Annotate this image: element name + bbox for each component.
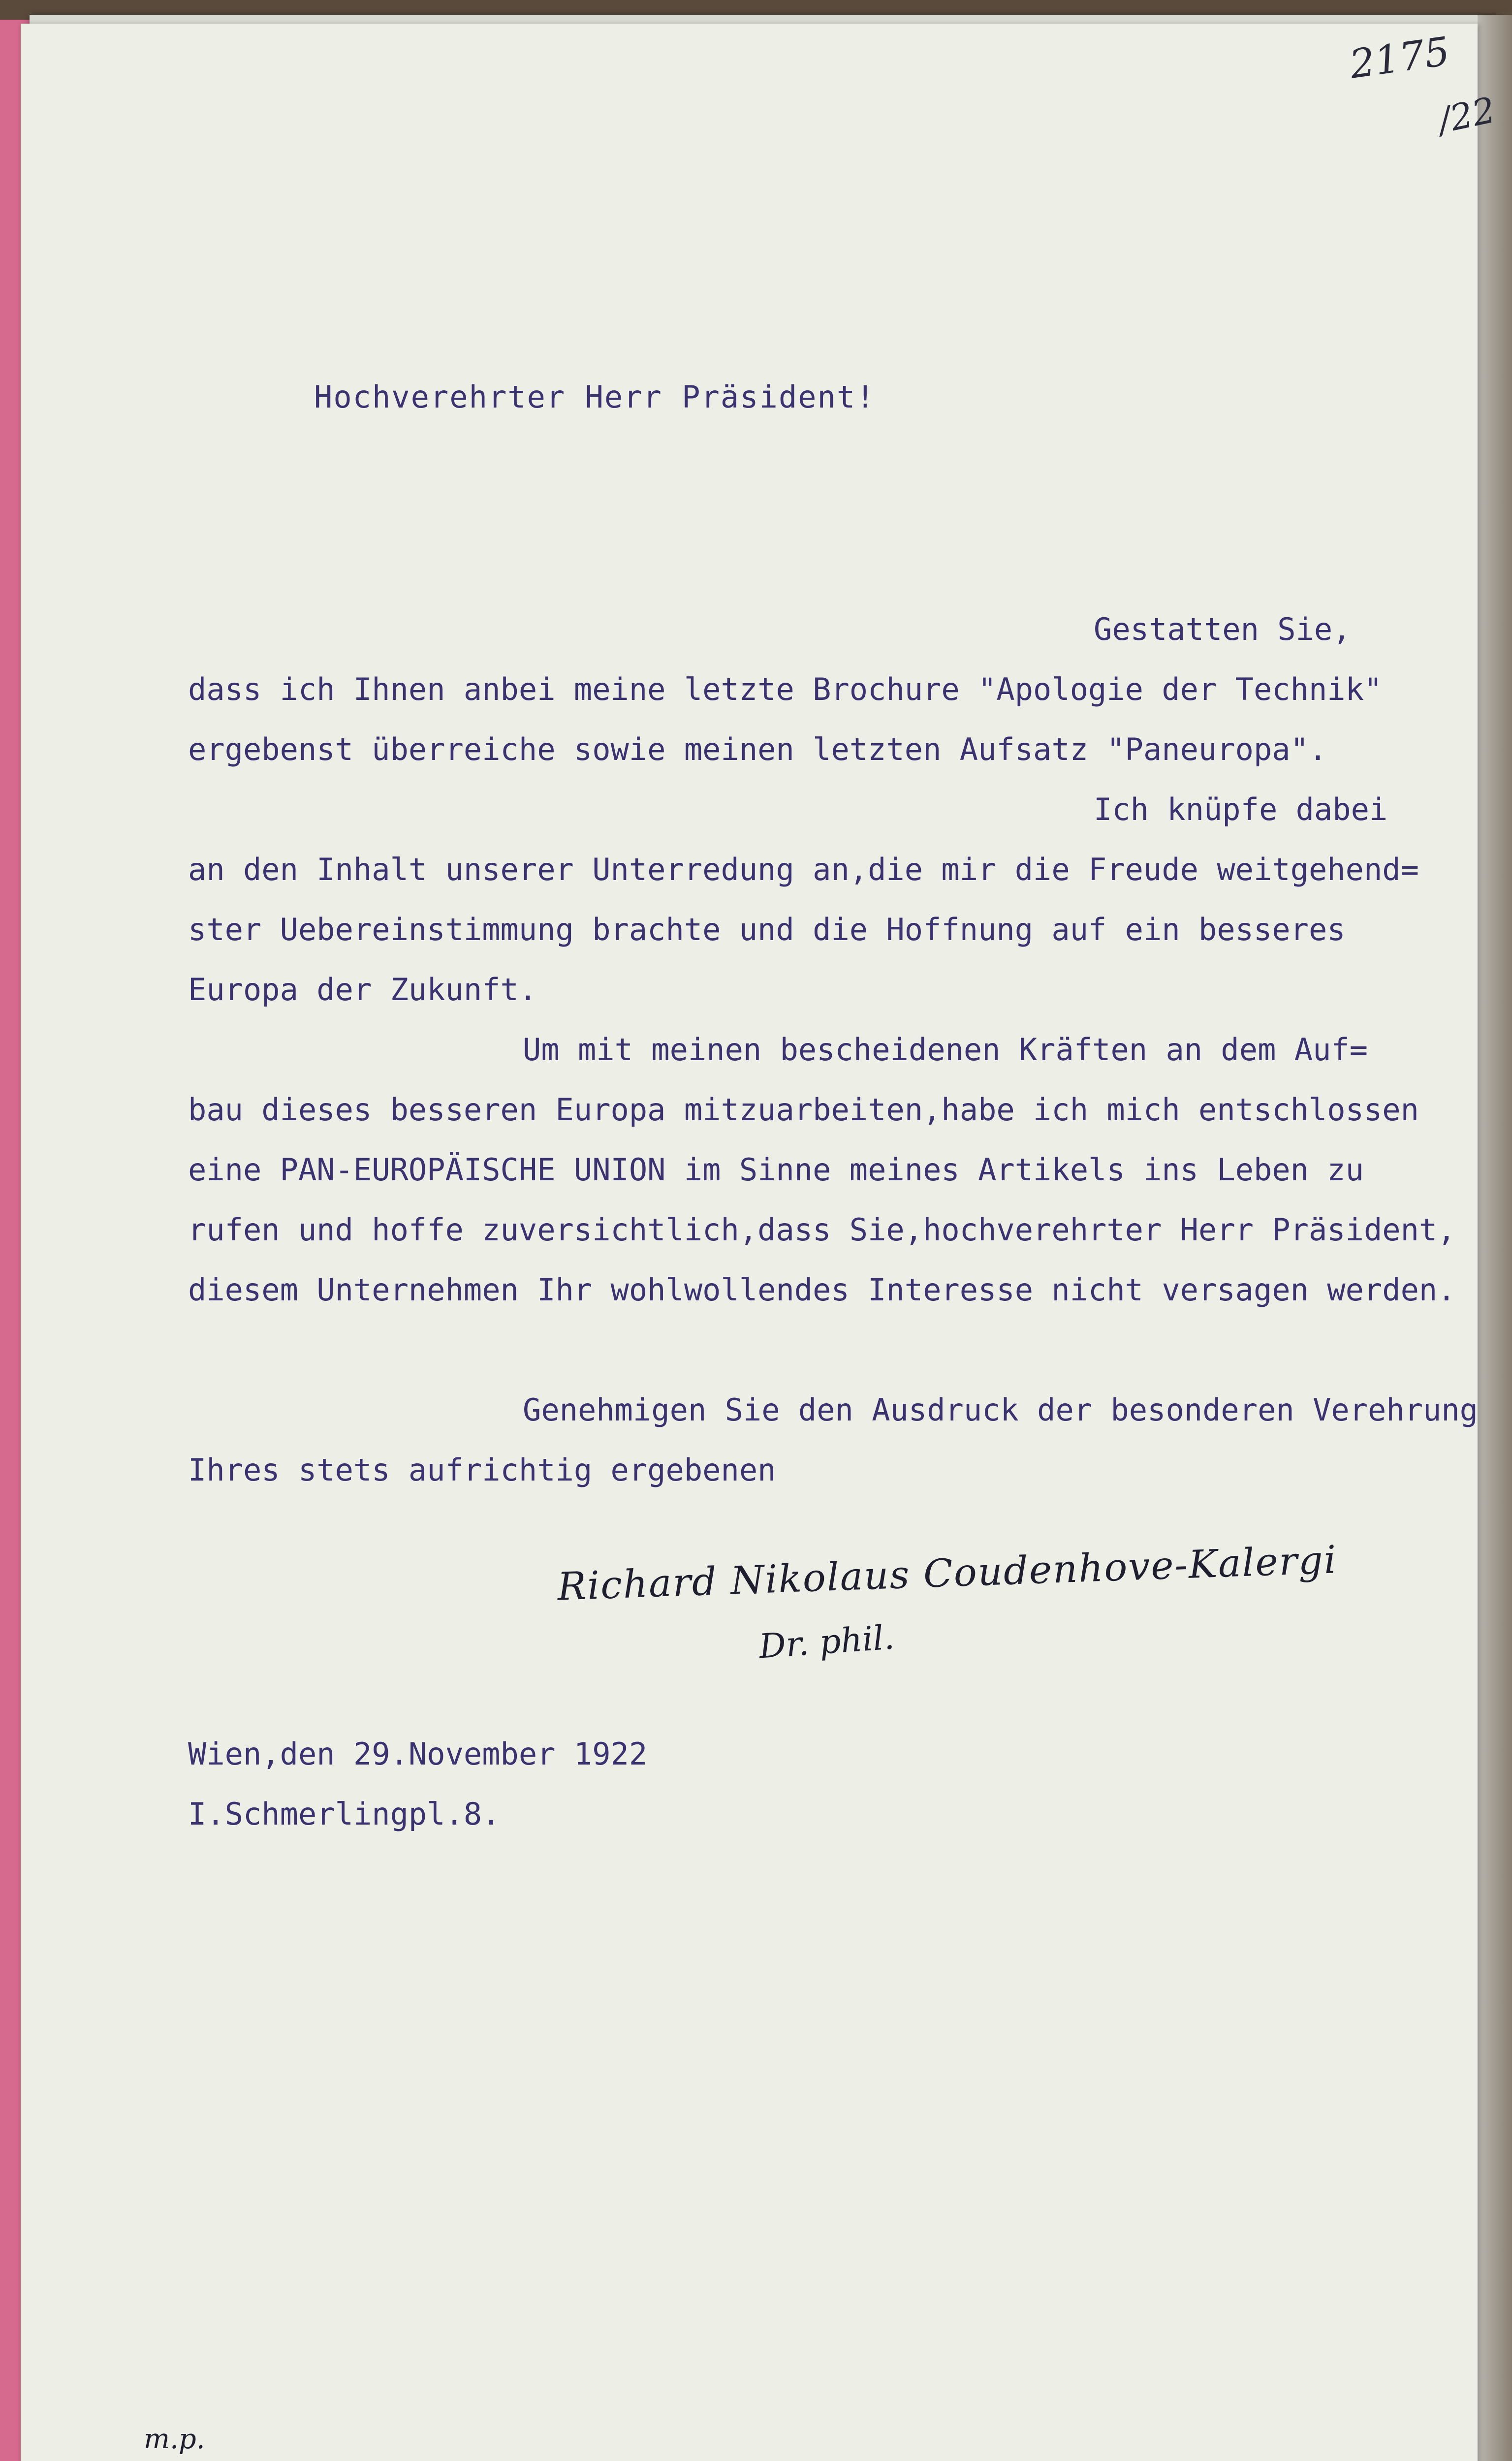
body-line: rufen und hoffe zuversichtlich,dass Sie,hochverehrter Herr Präsident, (188, 1212, 1456, 1248)
body-line: ster Uebereinstimmung brachte und die Hoffnung auf ein besseres (188, 912, 1346, 947)
body-line: Ich knüpfe dabei (1094, 791, 1388, 827)
reference-fraction: /22 (1434, 89, 1499, 142)
stacked-pages-edge (1478, 15, 1512, 2461)
body-line: bau dieses besseren Europa mitzuarbeiten,habe ich mich entschlossen (188, 1092, 1419, 1128)
body-line: Gestatten Sie, (1094, 611, 1351, 647)
body-line: ergebenst überreiche sowie meinen letzten Aufsatz "Paneuropa". (188, 731, 1327, 767)
body-line: dass ich Ihnen anbei meine letzte Brochure "Apologie der Technik" (188, 671, 1383, 707)
letter-page (21, 24, 1499, 2461)
address-line: I.Schmerlingpl.8. (188, 1796, 501, 1832)
handwritten-title: Dr. phil. (757, 1618, 896, 1667)
handwritten-initials: m.p. (144, 2423, 205, 2455)
reference-number: 2175 (1347, 28, 1453, 88)
date-line: Wien,den 29.November 1922 (188, 1736, 648, 1772)
closing-line: Genehmigen Sie den Ausdruck der besonderen Verehrung (523, 1392, 1479, 1428)
body-line: an den Inhalt unserer Unterredung an,die mir die Freude weitgehend= (188, 852, 1419, 887)
body-line: diesem Unternehmen Ihr wohlwollendes Interesse nicht versagen werden. (188, 1272, 1456, 1308)
salutation: Hochverehrter Herr Präsident! (314, 379, 876, 415)
body-line: Europa der Zukunft. (188, 972, 537, 1008)
handwritten-signature: Richard Nikolaus Coudenhove-Kalergi (556, 1538, 1338, 1609)
closing-line: Ihres stets aufrichtig ergebenen (188, 1452, 776, 1488)
body-line: eine PAN-EUROPÄISCHE UNION im Sinne meines Artikels ins Leben zu (188, 1152, 1364, 1188)
body-line: Um mit meinen bescheidenen Kräften an dem Auf= (523, 1032, 1368, 1068)
